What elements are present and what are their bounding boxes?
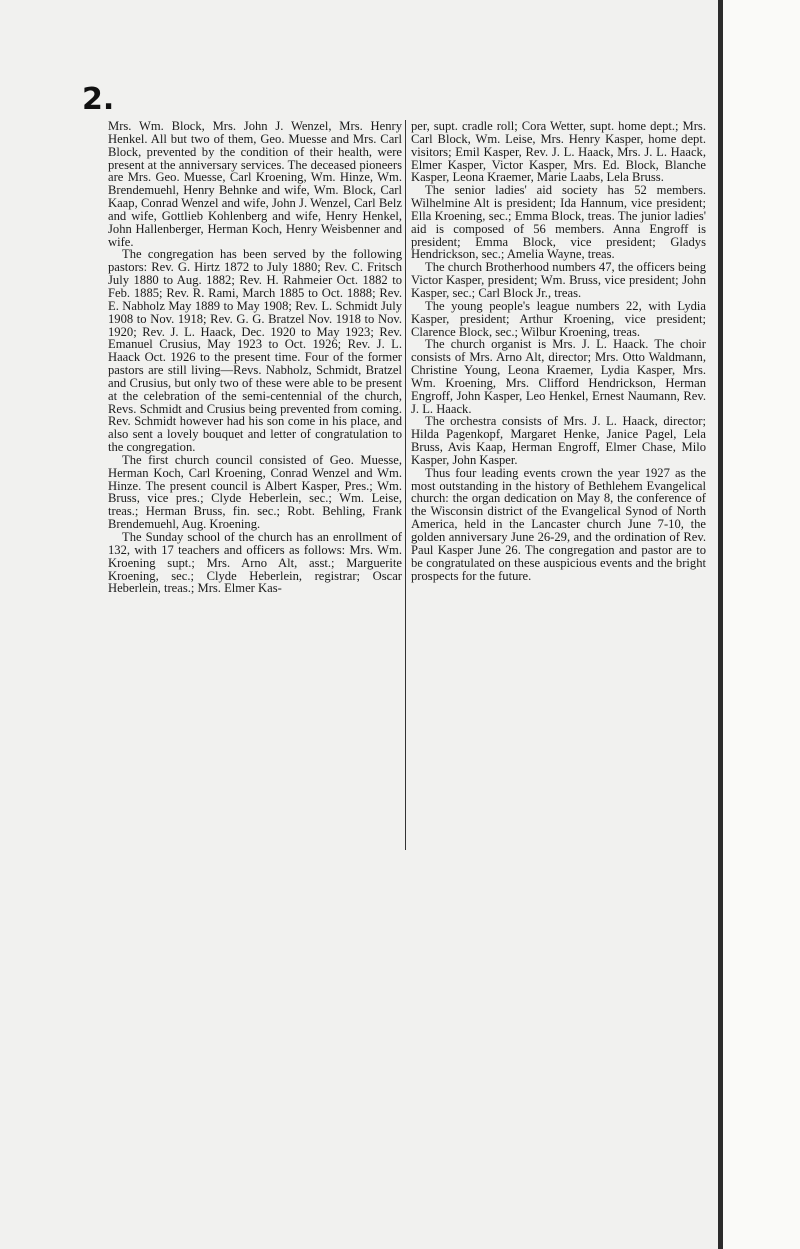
right-column xyxy=(411,120,706,582)
paragraph-sunday-school-cont: per, supt. cradle roll; Cora Wetter, supt. home dept.; Mrs. Carl Block, Wm. Leise, Mrs. Henry Kasper, home dept. visitors; Emil Kasper, Rev. J. L. Haack, Mrs. J. L. Haack, Elmer Kasper, Victor Kasper, Mrs. Ed. Block, Blanche Kasper, Leona Kraemer, Marie Laabs, Lela Bruss. xyxy=(411,119,706,185)
paragraph-orchestra: The orchestra consists of Mrs. J. L. Haack, director; Hilda Pagenkopf, Margaret Henke, Janice Pagel, Lela Bruss, Avis Kaap, Herman Engroff, Elmer Chase, Milo Kasper, John Kasper. xyxy=(411,414,706,467)
page-number: 2. xyxy=(82,82,115,117)
paragraph-conclusion: Thus four leading events crown the year 1927 as the most outstanding in the history of Bethlehem Evangelical church: the organ dedication on May 8, the conference of the Wisconsin district of the Evangelical Synod of North America, held in the Lancaster church June 7-10, the golden anniversary June 26-29, and the ordination of Rev. Paul Kasper June 26. The congregation and pastor are to be congratulated on these auspicious events and the bright prospects for the future. xyxy=(411,465,706,583)
left-column xyxy=(108,120,406,850)
paragraph-choir: The church organist is Mrs. J. L. Haack. The choir consists of Mrs. Arno Alt, director; Mrs. Otto Waldmann, Christine Young, Leona Kraemer, Lydia Kasper, Mrs. Wm. Kroening, Mrs. Clifford Hendrickson, Herman Engroff, John Kasper, Leo Henkel, Ernest Naumann, Rev. J. L. Haack. xyxy=(411,337,706,416)
paragraph-ladies-aid: The senior ladies' aid society has 52 members. Wilhelmine Alt is president; Ida Hannum, vice president; Ella Kroening, sec.; Emma Block, treas. The junior ladies' aid is composed of 56 members. Anna Engroff is president; Emma Block, vice president; Gladys Hendrickson, sec.; Amelia Wayne, treas. xyxy=(411,183,706,262)
paragraph-young-peoples-league: The young people's league numbers 22, with Lydia Kasper, president; Arthur Kroening, vice president; Clarence Block, sec.; Wilbur Kroening, treas. xyxy=(411,298,706,339)
paragraph-pioneers: Mrs. Wm. Block, Mrs. John J. Wenzel, Mrs. Henry Henkel. All but two of them, Geo. Muesse and Mrs. Carl Block, prevented by the condition of their health, were present at the anniversary services. The deceased pioneers are Mrs. Geo. Muesse, Carl Kroening, Wm. Hinze, Wm. Brendemuehl, Henry Behnke and wife, Wm. Block, Carl Kaap, Conrad Wenzel and wife, John J. Wenzel, Carl Belz and wife, Gottlieb Kohlenberg and wife, Henry Henkel, John Hallenberger, Herman Koch, Henry Weisbenner and wife. xyxy=(108,119,402,249)
paragraph-sunday-school: The Sunday school of the church has an enrollment of 132, with 17 teachers and officers as follows: Mrs. Wm. Kroening supt.; Mrs. Arno Alt, asst.; Marguerite Kroening, sec.; Clyde Heberlein, registrar; Oscar Heberlein, treas.; Mrs. Elmer Kas- xyxy=(108,530,402,596)
page-outer-margin xyxy=(723,0,800,1249)
paragraph-brotherhood: The church Brotherhood numbers 47, the officers being Victor Kasper, president; Wm. Bruss, vice president; John Kasper, sec.; Carl Block Jr., treas. xyxy=(411,260,706,300)
paragraph-pastors: The congregation has been served by the following pastors: Rev. G. Hirtz 1872 to July 1880; Rev. C. Fritsch July 1880 to Aug. 1882; Rev. H. Rahmeier Oct. 1882 to Feb. 1885; Rev. R. Rami, March 1885 to Oct. 1888; Rev. E. Nabholz May 1889 to May 1908; Rev. L. Schmidt July 1908 to Nov. 1918; Rev. G. G. Bratzel Nov. 1918 to Nov. 1920; Rev. J. L. Haack, Dec. 1920 to May 1923; Rev. Emanuel Crusius, May 1923 to Oct. 1926; Rev. J. L. Haack Oct. 1926 to the present time. Four of the former pastors are still living—Revs. Nabholz, Schmidt, Bratzel and Crusius, but only two of these were able to be present at the celebration of the semi-centennial of the church, Revs. Schmidt and Crusius being prevented from coming. Rev. Schmidt however had his son come in his place, and also sent a lovely bouquet and letter of congratulation to the congregation. xyxy=(108,247,402,455)
paragraph-church-council: The first church council consisted of Geo. Muesse, Herman Koch, Carl Kroening, Conrad Wenzel and Wm. Hinze. The present council is Albert Kasper, Pres.; Wm. Bruss, vice pres.; Clyde Heberlein, sec.; Wm. Leise, treas.; Herman Bruss, fin. sec.; Robt. Behling, Frank Brendemuehl, Aug. Kroening. xyxy=(108,452,402,532)
